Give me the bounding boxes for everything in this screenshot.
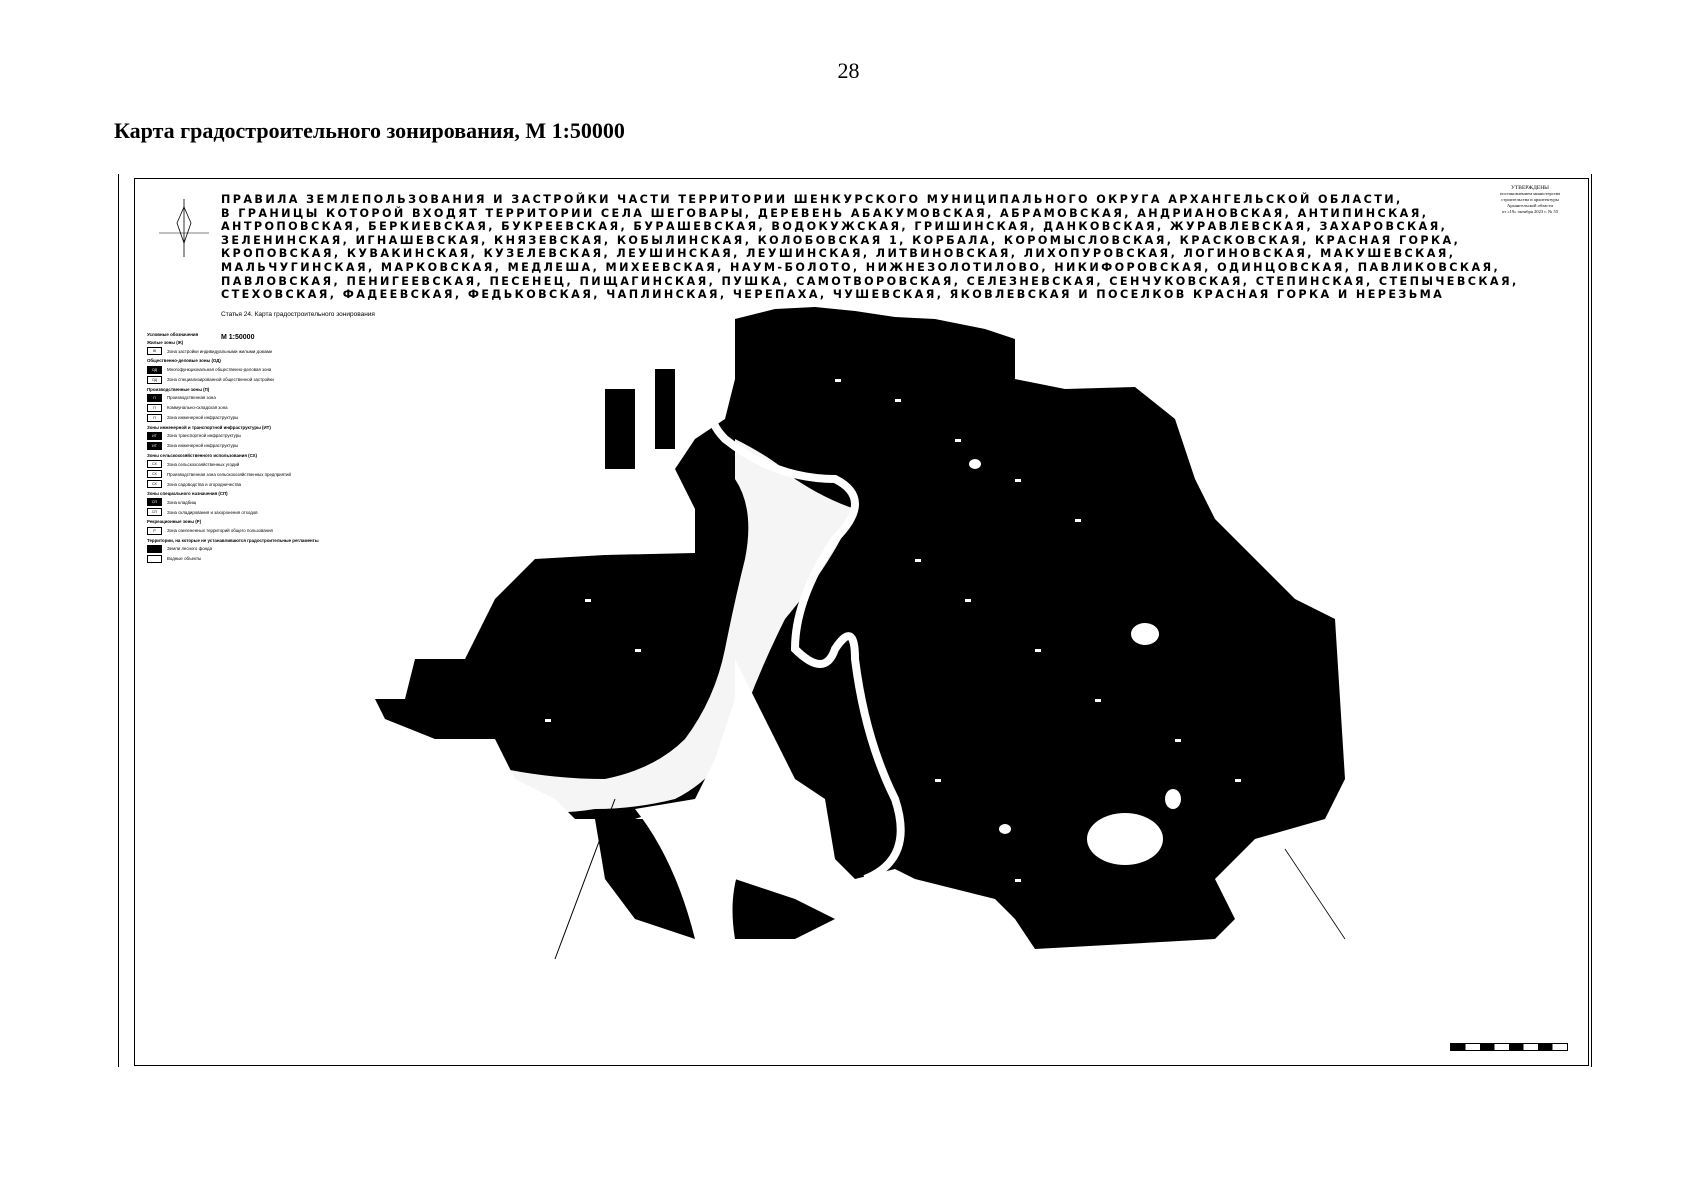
legend-item <box>147 460 362 468</box>
approval-line: строительства и архитектуры <box>1501 197 1559 202</box>
legend-item-label: Многофункциональная общественно-деловая зона <box>167 367 272 372</box>
legend-group-heading: Территории, на которые не устанавливаются градостроительные регламенты <box>147 537 319 543</box>
legend-item-label: Производственная зона <box>167 395 216 401</box>
article-label: Статья 24. Карта градостроительного зонирования <box>221 310 375 318</box>
legend-item <box>147 404 362 412</box>
legend-item <box>147 414 362 422</box>
sheet-title-line: КРОПОВСКАЯ, КУВАКИНСКАЯ, КУЗЕЛЕВСКАЯ, ЛЕУШИНСКАЯ, ЛЕУШИНСКАЯ, ЛИТВИНОВСКАЯ, ЛИХОПУРОВСКАЯ, ЛОГИНОВСКАЯ, МАКУШЕВСКАЯ, <box>221 247 1456 261</box>
lake-small-1 <box>1165 789 1181 809</box>
legend-swatch: Ж <box>147 347 162 355</box>
legend-swatch: СХ <box>147 480 162 488</box>
legend-swatch: СП <box>147 498 162 506</box>
sheet-title-line: ЗЕЛЕНИНСКАЯ, ИГНАШЕВСКАЯ, КНЯЗЕВСКАЯ, КОБЫЛИНСКАЯ, КОЛОБОВСКАЯ 1, КОРБАЛА, КОРОМЫСЛОВСКАЯ, КРАСКОВСКАЯ, КРАСНАЯ ГОРКА, <box>221 233 1461 247</box>
legend-item <box>147 480 362 488</box>
approval-line: от «19» октября 2023 г. № 55 <box>1501 209 1559 214</box>
scale-label: М 1:50000 <box>221 334 255 342</box>
legend-item <box>147 366 362 374</box>
page-heading: Карта градостроительного зонирования, М 1:50000 <box>114 118 625 143</box>
legend-item-label: Зона специализированной общественной застройки <box>167 377 274 382</box>
north-arrow-icon <box>149 193 219 263</box>
approval-head: УТВЕРЖДЕНЫ <box>1511 185 1549 191</box>
scale-bar <box>1450 1043 1568 1051</box>
legend-item-label: Зона складирования и захоронения отходов <box>167 509 258 515</box>
lake-small-3 <box>999 824 1011 834</box>
legend-swatch: П <box>147 404 162 412</box>
territory-north-west-blocks <box>605 369 675 469</box>
legend-group-heading: Производственные зоны (П) <box>147 386 210 392</box>
lake-east <box>1131 623 1159 645</box>
legend-item-label: Производственная зона сельскохозяйственных предприятий <box>167 471 291 477</box>
legend-item <box>147 545 362 553</box>
legend-swatch: Р <box>147 527 162 535</box>
legend-swatch: П <box>147 394 162 402</box>
approval-stamp <box>1482 185 1578 215</box>
zoning-map-sheet[interactable] <box>134 178 1589 1066</box>
legend-item-label: Зона застройки индивидуальными жилыми домами <box>167 348 273 354</box>
legend-item <box>147 470 362 478</box>
legend-item <box>147 442 362 450</box>
legend-item <box>147 527 362 535</box>
legend-item <box>147 432 362 440</box>
sheet-title-line: ПАВЛОВСКАЯ, ПЕНИГЕЕВСКАЯ, ПЕСЕНЕЦ, ПИЩАГИНСКАЯ, ПУШКА, САМОТВОРОВСКАЯ, СЕЛЕЗНЕВСКАЯ, СЕНЧУКОВСКАЯ, СТЕПИНСКАЯ, СТЕПЫЧЕВСКАЯ, <box>221 274 1519 288</box>
sheet-title-line: МАЛЬЧУГИНСКАЯ, МАРКОВСКАЯ, МЕДЛЕША, МИХЕЕВСКАЯ, НАУМ-БОЛОТО, НИЖНЕЗОЛОТИЛОВО, НИКИФОРОВСКАЯ, ОДИНЦОВСКАЯ, ПАВЛИКОВСКАЯ, <box>221 260 1501 274</box>
sheet-title-line: СТЕХОВСКАЯ, ФАДЕЕВСКАЯ, ФЕДЬКОВСКАЯ, ЧАПЛИНСКАЯ, ЧЕРЕПАХА, ЧУШЕВСКАЯ, ЯКОВЛЕВСКАЯ И ПОСЕЛКОВ КРАСНАЯ ГОРКА И НЕРЕЗЬМА <box>221 288 1445 302</box>
legend-item-label: Зона инженерной инфраструктуры <box>167 443 239 449</box>
lake-large <box>1087 813 1163 865</box>
legend-item-label: Зона кладбищ <box>167 499 197 505</box>
sheet-title-line: АНТРОПОВСКАЯ, БЕРКИЕВСКАЯ, БУКРЕЕВСКАЯ, БУРАШЕВСКАЯ, ВОДОКУЖСКАЯ, ГРИШИНСКАЯ, ДАНКОВСКАЯ, ЖУРАВЛЕВСКАЯ, ЗАХАРОВСКАЯ, <box>221 220 1448 234</box>
legend-group-heading: Общественно-деловые зоны (ОД) <box>147 358 221 364</box>
approval-line: постановлением министерства <box>1499 191 1561 196</box>
sheet-title-block <box>221 193 1519 345</box>
legend-item-label: Коммунально-складская зона <box>167 405 228 411</box>
legend-item <box>147 508 362 516</box>
legend-swatch: П <box>147 414 162 422</box>
legend-group-heading: Рекреационные зоны (Р) <box>147 519 202 525</box>
legend-swatch <box>147 545 162 553</box>
legend-swatch: ИТ <box>147 432 162 440</box>
legend-group-heading: Зоны сельскохозяйственного использования (СХ) <box>147 453 257 459</box>
lake-small-2 <box>969 459 981 469</box>
road-line-east <box>1285 849 1345 939</box>
legend-swatch: СП <box>147 508 162 516</box>
legend-group-heading: Зоны инженерной и транспортной инфраструктуры (ИТ) <box>147 424 271 430</box>
legend-item-label: Зона сельскохозяйственных угодий <box>167 461 240 467</box>
legend-item-label: Водные объекты <box>167 556 202 562</box>
legend-swatch: ОД <box>147 376 162 384</box>
sheet-title-line: В ГРАНИЦЫ КОТОРОЙ ВХОДЯТ ТЕРРИТОРИИ СЕЛА ШЕГОВАРЫ, ДЕРЕВЕНЬ АБАКУМОВСКАЯ, АБРАМОВСКАЯ, АНДРИАНОВСКАЯ, АНТИПИНСКАЯ, <box>221 206 1429 220</box>
legend-title: Условные обозначения <box>147 332 199 337</box>
legend-item <box>147 394 362 402</box>
legend-item-label: Земли лесного фонда <box>167 546 213 552</box>
approval-line: Архангельской области <box>1507 203 1553 208</box>
legend-swatch: ИТ <box>147 442 162 450</box>
legend-swatch: ОД <box>147 366 162 374</box>
map-legend <box>147 329 362 565</box>
legend-group-heading: Зоны специального назначения (СП) <box>147 491 228 497</box>
page-number: 28 <box>837 58 860 83</box>
sheet-title-line: ПРАВИЛА ЗЕМЛЕПОЛЬЗОВАНИЯ И ЗАСТРОЙКИ ЧАСТИ ТЕРРИТОРИИ ШЕНКУРСКОГО МУНИЦИПАЛЬНОГО ОКРУГА АРХАНГЕЛЬСКОЙ ОБЛАСТИ, <box>221 193 1403 206</box>
legend-item <box>147 376 362 384</box>
legend-item <box>147 498 362 506</box>
legend-item <box>147 347 362 355</box>
legend-swatch <box>147 555 162 563</box>
legend-item-label: Зона озелененных территорий общего пользования <box>167 528 273 534</box>
legend-group-heading: Жилые зоны (Ж) <box>147 340 184 346</box>
legend-item <box>147 555 362 563</box>
legend-swatch: СХ <box>147 460 162 468</box>
legend-item-label: Зона транспортной инфраструктуры <box>167 433 242 439</box>
legend-item-label: Зона садоводства и огородничества <box>167 481 242 487</box>
legend-item-label: Зона инженерной инфраструктуры <box>167 415 239 421</box>
legend-swatch: СХ <box>147 470 162 478</box>
